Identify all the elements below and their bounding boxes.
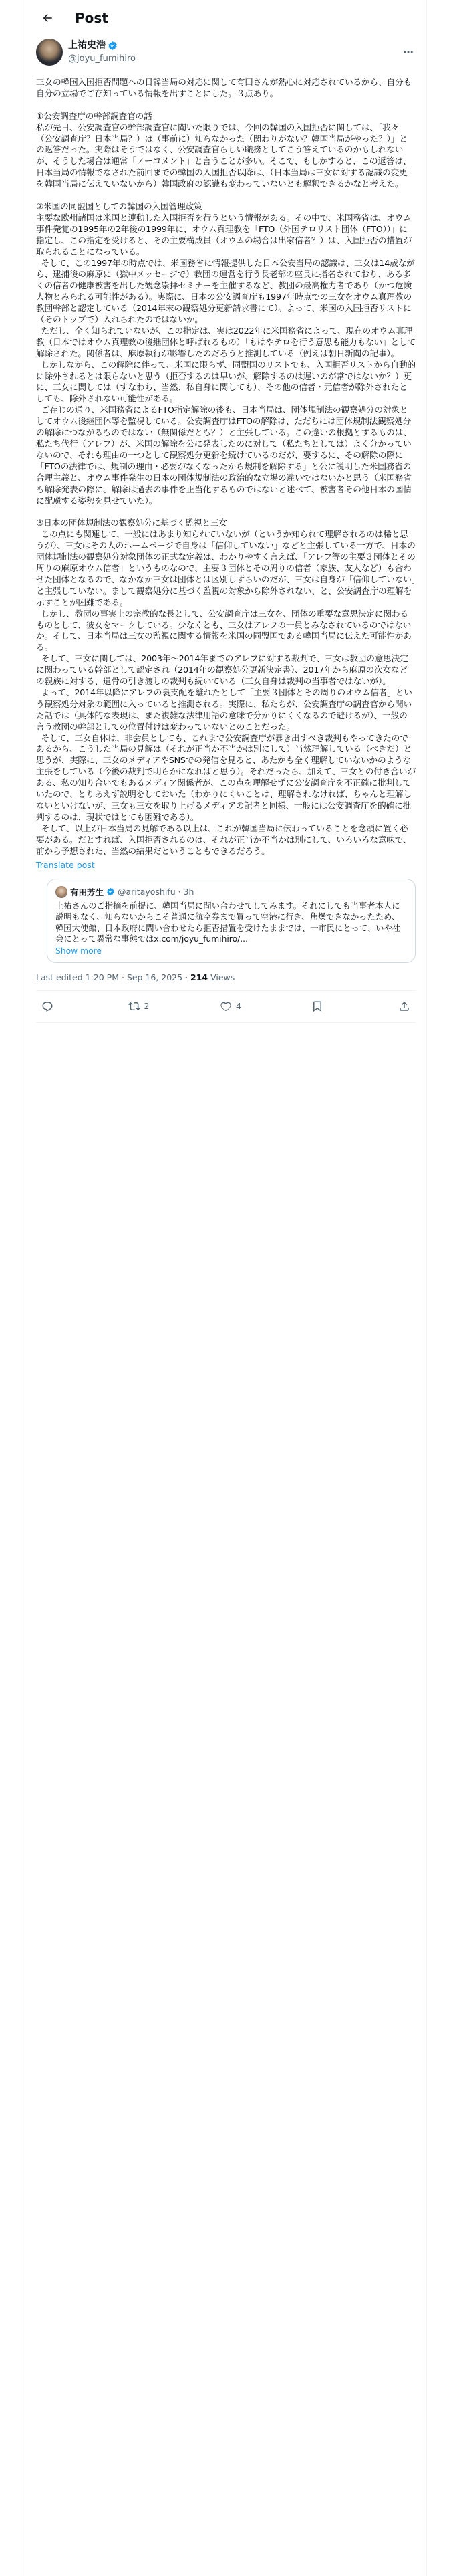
quote-time: 3h bbox=[183, 887, 194, 897]
author-names bbox=[68, 39, 136, 65]
quote-text: 上祐さんのご指摘を前提に、韓国当局に問い合わせてしてみます。それにしても当事者本人に説明もなく、知らないからこそ普通に航空券まで買って空港に行き、焦燥できなかったため、韓国大使館、日本政府に問い合わせたら拒否措置を受けたままでは、一市民にとって、いや社会にとって異常な事態ではx.com/joyu_fumihiro/... bbox=[55, 901, 400, 944]
share-icon bbox=[398, 1000, 410, 1012]
like-count: 4 bbox=[235, 1001, 241, 1012]
back-button[interactable] bbox=[36, 7, 59, 29]
quote-card[interactable] bbox=[47, 879, 416, 963]
quote-author-name: 有田芳生 bbox=[70, 887, 104, 897]
quote-avatar bbox=[55, 886, 67, 898]
post-column bbox=[25, 0, 427, 2576]
author-row bbox=[36, 35, 416, 69]
reply-icon bbox=[41, 1000, 53, 1012]
repost-button[interactable] bbox=[128, 1000, 150, 1012]
views-label: Views bbox=[210, 972, 235, 982]
page-title: Post bbox=[75, 9, 108, 26]
quote-header bbox=[55, 886, 407, 898]
quote-separator: · bbox=[178, 887, 181, 897]
author-handle[interactable]: @joyu_fumihiro bbox=[68, 53, 136, 64]
display-name[interactable]: 上祐史浩 bbox=[68, 40, 106, 51]
translate-post-link[interactable]: Translate post bbox=[36, 859, 95, 870]
post-timestamp[interactable]: Last edited 1:20 PM · Sep 16, 2025 · bbox=[36, 972, 188, 982]
verified-badge-icon bbox=[108, 41, 118, 51]
post-body: 三女の韓国入国拒否問題への日韓当局の対応に関して有田さんが熱心に対応されているから、自分も自分の立場でご存知っている情報を出すことにした。３点あり。 ①公安調査庁の幹部調査官の話 私が先日、公安調査官の幹部調査官に聞いた限りでは、今回の韓国の入国拒否に関しては、「我々（公安調査庁？日本当局？）は（事前に）知らなかった（関わりがない？韓国当局がやった？）」との返答だった。実際はそうではなく、公安調査官らしい職務としてこう答えているのかもしれないが、そうした場合は通常「ノーコメント」と言うことが多い。そこで、もしかすると、この返答は、日本当局の情報でなされた前回までの韓国の入国拒否以降は、（日本当局は三女に対する認識の変更を韓国当局に伝えていないから）韓国政府の認識も変わっていないとも解釈できるかなと考えた。 ②米国の同盟国としての韓国の入国管理政策 主要な欧州諸国は米国と連動した入国拒否を行うという情報がある。その中で、米国務省は、オウム事件発覚の1995年の2年後の1999年に、オウム真理教を「FTO（外国テロリスト団体（FTO））」に指定し、この指定を受けると、その主要構成員（オウムの場合は出家信者？）は、入国拒否の措置が取られることになっている。 そして、この1997年の時点では、米国務省に情報提供した日本公安当局の認識は、三女は14歳ながら、逮捕後の麻原に（獄中メッセージで）教団の運営を行う長老部の座長に指名されており、ある多くの信者の健康被害を出した観念崇拝セミナーを主催するなど、教団の最高権力者であり（かつ危険人物とみられる可能性がある）。実際に、日本の公安調査庁も1997年時点での三女をオウム真理教の教団幹部と認定している（2014年末の観察処分更新請求書にて）。よって、米国の入国拒否リストに（そのトップで）入れられたのではないか。 ただし、全く知られていないが、この指定は、実は2022年に米国務省によって、現在のオウム真理教（日本ではオウム真理教の後継団体と呼ばれるもの）「もはやテロを行う意思も能力もない」として解除された。関係者は、麻原執行が影響したのだろうと推測している（例えば朝日新聞の記事）。 しかしながら、この解除に伴って、米国に限らず、同盟国のリストでも、入国拒否リストから自動的に除外されるとは限らないと思う（拒否するのは早いが、解除するのは遅いのが常ではないか？）更に、三女に関しては（すなわち、当然、私自身に関しても）、その他の信者・元信者が除外されたとしても、除外されない可能性がある。 ご存じの通り、米国務省によるFTO指定解除の後も、日本当局は、団体規制法の観察処分の対象としてオウム後継団体等を監視している。公安調査庁はFTOの解除は、ただちには団体規制法観察処分の解除につながるものではない（無関係だとも？）と主張している。この違いの根拠とするものは、私たち代行（アレフ）が、米国の解除を公に発表したのに対して（私たちとしては）よく分かっていないので、それも理由の一つとして観察処分更新を続けているのだが、要するに、その解除の際に「FTOの法律では、規制の理由・必要がなくなったから規制を解除する」と公に説明した米国務省の合理主義と、オウム事件発生の日本の団体規制法の政治的な立場の違いではないかと思う（米国務省も解除発表の際に、解除は過去の事件を正当化するものではないと述べて、被害者その他日本の国情に配慮する姿勢を見せていた）。 ③日本の団体規制法の観察処分に基づく監視と三女 この点にも関連して、一般にはあまり知られていないが（というか知られて理解されるのは稀と思うが）、三女はその人のホームページで自身は「信仰していない」などと主張している一方で、日本の団体規制法の観察処分対象団体の正式な定義は、わかりやすく言えば、「アレフ等の主要３団体とその周りの麻原オウム信者」というものなので、主要３団体とその周りの信者（家族、友人など）も合わせた団体となるので、なかなか三女は団体とは区別しずらいのだが、三女は自身が「信仰していない」と主張していない。まして観察処分に基づく監視の対象から除外されない、と、公安調査庁の理解を示すことが困難である。 しかし、教団の事実上の宗教的な長として、公安調査庁は三女を、団体の重要な意思決定に関わるものとして、彼女をマークしている。少なくとも、三女はアレフの一員とみなされているのではないか。そして、日本当局は三女の監視に関する情報を米国の同盟国である韓国当局に伝えた可能性がある。 そして、三女に関しては、2003年〜2014年までのアレフに対する裁判で、三女は教団の意思決定に関わっている幹部として認定され（2014年の観察処分更新決定書）、2017年から麻原の次女などの親族に対する、遺骨の引き渡しの裁判も続いている（三女自身は裁判の当事者ではないが）。 よって、2014年以降にアレフの裏支配を離れたとして「主要３団体とその周りのオウム信者」という観察処分対象の範囲に入っていると推測される。実際に、私たちが、公安調査庁の調査官から聞いた話では（具体的な表現は、また複雑な法律用語の意味で分かりにくくなるので避けるが）、一般の言う教団の幹部としての位置付けは変わっていないとのことだった。 そして、三女自体は、非会員としても、これまで公安調査庁が暴き出すべき裁判もやってきたのであるから、こうした当局の見解は（それが正当か不当かは別にして）当然理解している（べきだ）と思うが、実際に、三女のメディアやSNSでの発信を見ると、あたかも全く理解していないかのような主張をしている（今後の裁判で明らかになればと思う）。それだったら、加えて、三女との付き合いがある、私の知り合いでもあるメディア関係者が、この点を理解せずに公安調査庁を不正確に批判していたので、とりあえず説明をしておいた（わかりにくいことは、理解されなければ、ちゃんと理解しないといけないが、三女も三女を取り上げるメディアの記者と同様、一般には公安調査庁を的確に批判するのは、現状ではとても困難である）。 そして、以上が日本当局の見解である以上は、これが韓国当局に伝わっていることを念頭に置く必要がある。だとすれば、入国拒否されるのは、それが正当か不当かは別にして、いろいろな意味で、前から予想された、当然の結果だということもできるだろう。 bbox=[36, 77, 416, 856]
avatar[interactable] bbox=[36, 39, 63, 66]
bookmark-button[interactable] bbox=[311, 1000, 327, 1012]
repost-count: 2 bbox=[144, 1001, 150, 1012]
action-bar bbox=[36, 991, 416, 1023]
heart-icon bbox=[220, 1000, 232, 1012]
quote-author-handle: @aritayoshifu bbox=[118, 887, 176, 897]
bookmark-icon bbox=[311, 1000, 323, 1012]
more-button[interactable] bbox=[401, 45, 416, 60]
arrow-left-icon bbox=[41, 12, 53, 24]
show-more-link[interactable]: Show more bbox=[55, 946, 102, 956]
verified-badge-icon bbox=[106, 887, 115, 896]
post-meta bbox=[36, 972, 416, 991]
post bbox=[25, 35, 426, 1023]
top-bar bbox=[25, 0, 426, 35]
share-button[interactable] bbox=[398, 1000, 410, 1012]
like-button[interactable] bbox=[220, 1000, 241, 1012]
more-horizontal-icon bbox=[402, 46, 414, 58]
display-name-line bbox=[68, 39, 136, 52]
reply-button[interactable] bbox=[41, 1000, 57, 1012]
repost-icon bbox=[128, 1000, 140, 1012]
views-count: 214 bbox=[190, 972, 208, 982]
